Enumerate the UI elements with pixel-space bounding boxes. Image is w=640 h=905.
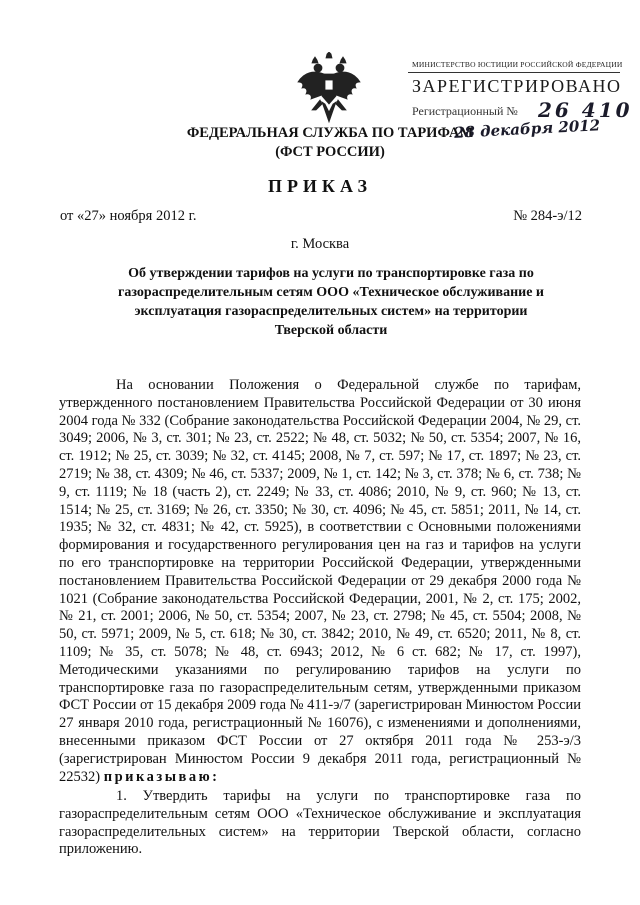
coat-of-arms-icon [296, 52, 362, 126]
document-number: № 284-э/12 [513, 208, 582, 224]
document-subject: Об утверждении тарифов на услуги по транспортировке газа по газораспределительным сетям ООО «Техническое обслуживание и эксплуатация газораспределительных систем» на территории Тверской области [118, 266, 544, 338]
stamp-registered: ЗАРЕГИСТРИРОВАНО [412, 76, 622, 96]
stamp-divider [408, 72, 620, 73]
document-title: ПРИКАЗ [267, 176, 373, 196]
preamble-paragraph [59, 377, 581, 786]
order-item-1: 1. Утвердить тарифы на услуги по транспортировке газа по газораспределительным сетям ООО «Техническое обслуживание и эксплуатация газораспределительных систем» на территории Тверской области, согласно приложению. [59, 788, 581, 858]
preamble-text: На основании Положения о Федеральной службе по тарифам, утвержденного постановлением Правительства Российской Федерации от 30 июня 2004 года № 332 (Собрание законодательства Российской Федерации 2004, № 29, ст. 3049; 2006, № 3, ст. 301; № 23, ст. 2522; № 48, ст. 5032; № 50, ст. 5354; 2007, № 16, ст. 1912; № 25, ст. 3039; № 32, ст. 4145; 2008, № 7, ст. 597; № 17, ст. 1897; № 23, ст. 2719; № 38, ст. 4309; № 46, ст. 5337; 2009, № 1, ст. 142; № 3, ст. 378; № 6, ст. 738; № 9, ст. 1119; № 18 (часть 2), ст. 2249; № 33, ст. 4086; 2010, № 9, ст. 960; № 13, ст. 1514; № 25, ст. 3169; № 26, ст. 3350; № 30, ст. 4096; № 45, ст. 5851; 2011, № 14, ст. 1935; № 32, ст. 4831; № 42, ст. 5925), в соответствии с Основными положениями формирования и государственного регулирования цен на газ и тарифов на услуги по его транспортировке на территории Российской Федерации, утвержденными постановлением Правительства Российской Федерации от 29 декабря 2000 года № 1021 (Собрание законодательства Российской Федерации, 2001, № 2, ст. 175; 2002, № 21, ст. 2001; 2006, № 50, ст. 5354; 2007, № 23, ст. 2798; № 45, ст. 5504; 2008, № 50, ст. 5971; 2009, № 5, ст. 618; № 30, ст. 3842; 2010, № 49, ст. 6520; 2011, № 8, ст. 1109; № 35, ст. 5078; № 48, ст. 6943; 2012, № 6 ст. 682; № 17, ст. 1997), Методическими указаниями по регулированию тарифов на услуги по транспортировке газа по газораспределительным сетям, утвержденными приказом ФСТ России от 15 декабря 2009 года № 411-э/7 (зарегистрирован Минюстом России 27 января 2010 года, регистрационный № 16076), с изменениями и дополнениями, внесенными приказом ФСТ России от 27 октября 2011 года № 253-э/3 (зарегистрирован Минюстом России 9 декабря 2011 года, регистрационный № 22532) [59, 377, 581, 785]
registration-stamp [398, 46, 633, 142]
stamp-reg-label: Регистрационный № [412, 104, 518, 118]
agency-abbreviation: (ФСТ РОССИИ) [275, 144, 385, 160]
date-number-line [60, 208, 582, 225]
orders-word: приказываю: [103, 768, 220, 785]
agency-name: ФЕДЕРАЛЬНАЯ СЛУЖБА ПО ТАРИФАМ [186, 125, 474, 141]
stamp-reg-date: 28 декабря 2012 [453, 116, 601, 142]
stamp-ministry: МИНИСТЕРСТВО ЮСТИЦИИ РОССИЙСКОЙ ФЕДЕРАЦИИ [412, 60, 623, 69]
document-city: г. Москва [290, 236, 350, 252]
stamp-reg-number: 26 410 [538, 98, 633, 122]
document-date: от «27» ноября 2012 г. [60, 208, 197, 224]
